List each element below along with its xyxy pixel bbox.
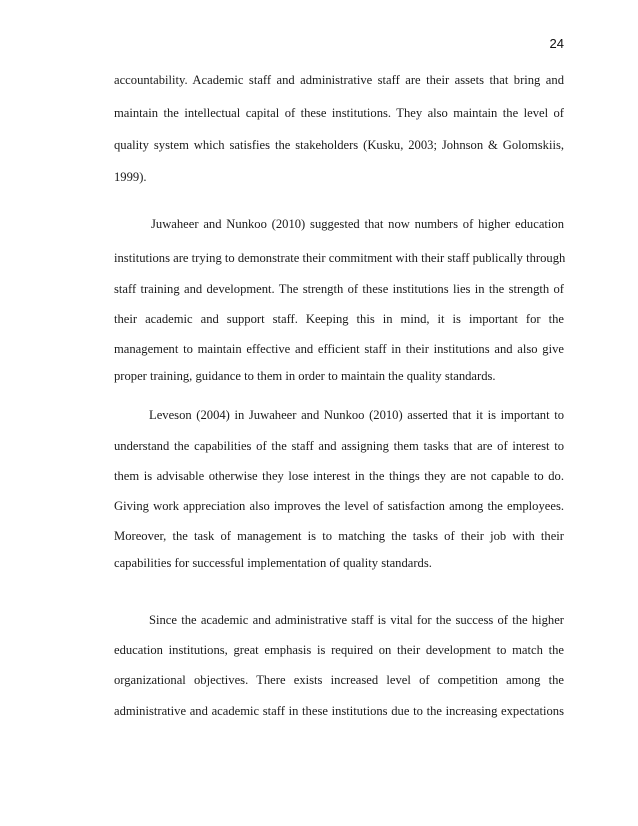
paragraph-4-line-4: administrative and academic staff in these institutions due to the increasing expectations xyxy=(114,704,564,718)
paragraph-2-line-2: institutions are trying to demonstrate their commitment with their staff publically through xyxy=(114,251,566,265)
paragraph-1-line-3: quality system which satisfies the stakeholders (Kusku, 2003; Johnson & Golomskiis, xyxy=(114,138,564,152)
paragraph-2-line-4: their academic and support staff. Keeping this in mind, it is important for the xyxy=(114,312,564,326)
paragraph-3-line-2: understand the capabilities of the staff and assigning them tasks that are of interest to xyxy=(114,439,564,453)
paragraph-1-line-4: 1999). xyxy=(114,170,147,184)
paragraph-2-line-3: staff training and development. The strength of these institutions lies in the strength of xyxy=(114,282,564,296)
paragraph-3-line-1: Leveson (2004) in Juwaheer and Nunkoo (2010) asserted that it is important to xyxy=(149,408,564,422)
paragraph-1-line-2: maintain the intellectual capital of these institutions. They also maintain the level of xyxy=(114,106,564,120)
paragraph-2-line-6: proper training, guidance to them in order to maintain the quality standards. xyxy=(114,369,496,383)
paragraph-3-line-3: them is advisable otherwise they lose interest in the things they are not capable to do. xyxy=(114,469,564,483)
paragraph-4-line-3: organizational objectives. There exists increased level of competition among the xyxy=(114,673,564,687)
paragraph-2-line-5: management to maintain effective and efficient staff in their institutions and also give xyxy=(114,342,564,356)
paragraph-3-line-4: Giving work appreciation also improves the level of satisfaction among the employees. xyxy=(114,499,564,513)
paragraph-3-line-6: capabilities for successful implementation of quality standards. xyxy=(114,556,432,570)
paragraph-4-line-1: Since the academic and administrative staff is vital for the success of the higher xyxy=(149,613,564,627)
paragraph-4-line-2: education institutions, great emphasis is required on their development to match the xyxy=(114,643,564,657)
paragraph-1-line-1: accountability. Academic staff and administrative staff are their assets that bring and xyxy=(114,73,564,87)
paragraph-3-line-5: Moreover, the task of management is to matching the tasks of their job with their xyxy=(114,529,564,543)
paragraph-2-line-1: Juwaheer and Nunkoo (2010) suggested that now numbers of higher education xyxy=(151,217,564,231)
page-number: 24 xyxy=(549,36,564,51)
